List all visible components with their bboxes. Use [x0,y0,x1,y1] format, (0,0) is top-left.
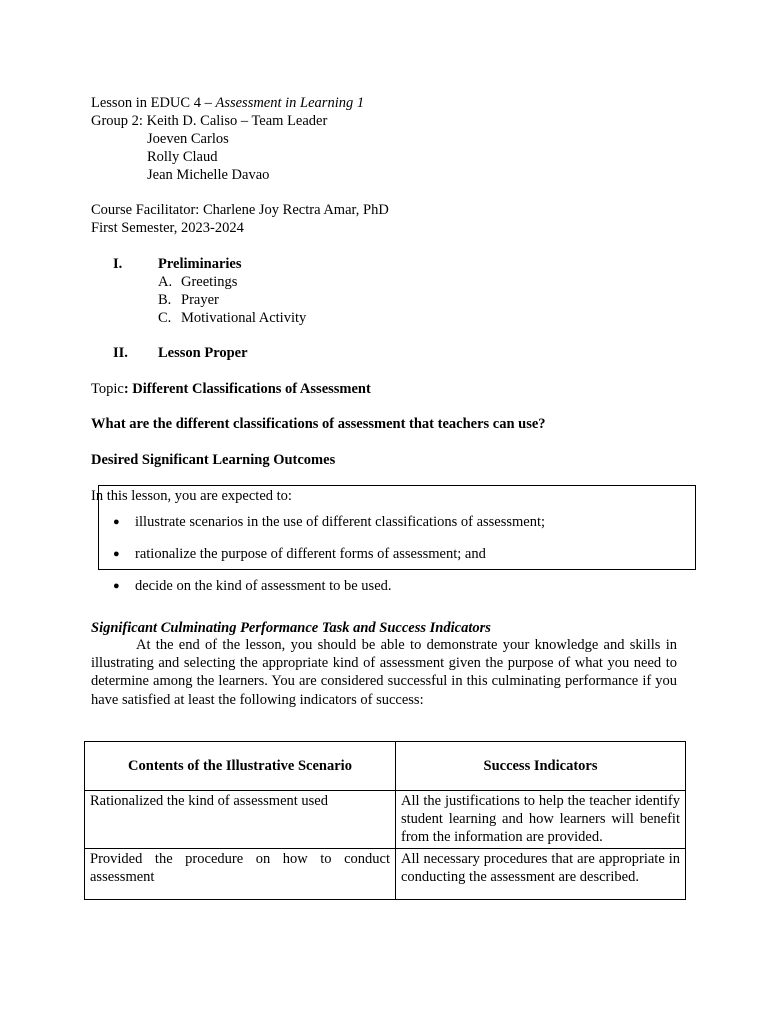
bullet-icon: ● [113,580,120,592]
topic-title: : Different Classifications of Assessment [123,381,371,397]
table-header-row [85,742,686,791]
group-member: Joeven Carlos [147,131,229,147]
task-paragraph: At the end of the lesson, you should be able to demonstrate your knowledge and skills in illustrating and selecting the appropriate kind of assessment given the purpose of what you need to determine among the learners. You are considered successful in this culminating performance if you have satisfied at least the following indicators of success: [91,637,677,708]
outcome-item: decide on the kind of assessment to be used. [135,578,392,594]
item-text: Greetings [181,274,238,290]
list-item [158,273,172,291]
table-cell: Provided the procedure on how to conduct assessment [85,849,396,900]
lesson-prefix: Lesson in EDUC 4 – [91,95,216,111]
topic-label: Topic [91,381,124,397]
guiding-question: What are the different classifications of assessment that teachers can use? [91,416,546,432]
outcomes-intro: In this lesson, you are expected to: [91,488,292,504]
list-item [158,309,171,327]
table-row [85,849,686,900]
lesson-line [91,94,364,112]
outcomes-heading: Desired Significant Learning Outcomes [91,452,336,468]
table-cell: All the justifications to help the teacher identify student learning and how learners will benefit from the information are provided. [396,791,686,849]
bullet-icon: ● [113,548,120,560]
group-label: Group 2: [91,113,147,129]
table-cell: All necessary procedures that are appropriate in conducting the assessment are described. [396,849,686,900]
item-text: Prayer [181,292,219,308]
group-line [91,112,327,130]
item-text: Motivational Activity [181,310,307,326]
bullet-icon: ● [113,516,120,528]
list-item [158,291,171,309]
table-cell: Rationalized the kind of assessment used [85,791,396,849]
section-numeral: II. [113,345,128,361]
group-member: Rolly Claud [147,149,218,165]
section-title: Lesson Proper [158,345,248,361]
table-header: Success Indicators [396,742,686,791]
success-indicators-table [84,741,686,900]
item-letter: B. [158,292,172,308]
item-letter: A. [158,274,173,290]
lesson-title: Assessment in Learning 1 [215,95,365,111]
outcome-item: rationalize the purpose of different forms of assessment; and [135,546,486,562]
group-member: Keith D. Caliso – Team Leader [146,113,328,129]
section-numeral: I. [113,256,123,272]
table-row [85,791,686,849]
course-facilitator: Course Facilitator: Charlene Joy Rectra Amar, PhD [91,202,389,218]
outcome-item: illustrate scenarios in the use of different classifications of assessment; [135,514,546,530]
item-letter: C. [158,310,172,326]
section-title: Preliminaries [158,256,242,272]
semester: First Semester, 2023-2024 [91,220,244,236]
table-header: Contents of the Illustrative Scenario [85,742,396,791]
group-member: Jean Michelle Davao [147,167,270,183]
topic-line [91,380,371,398]
task-heading: Significant Culminating Performance Task and Success Indicators [91,620,491,636]
